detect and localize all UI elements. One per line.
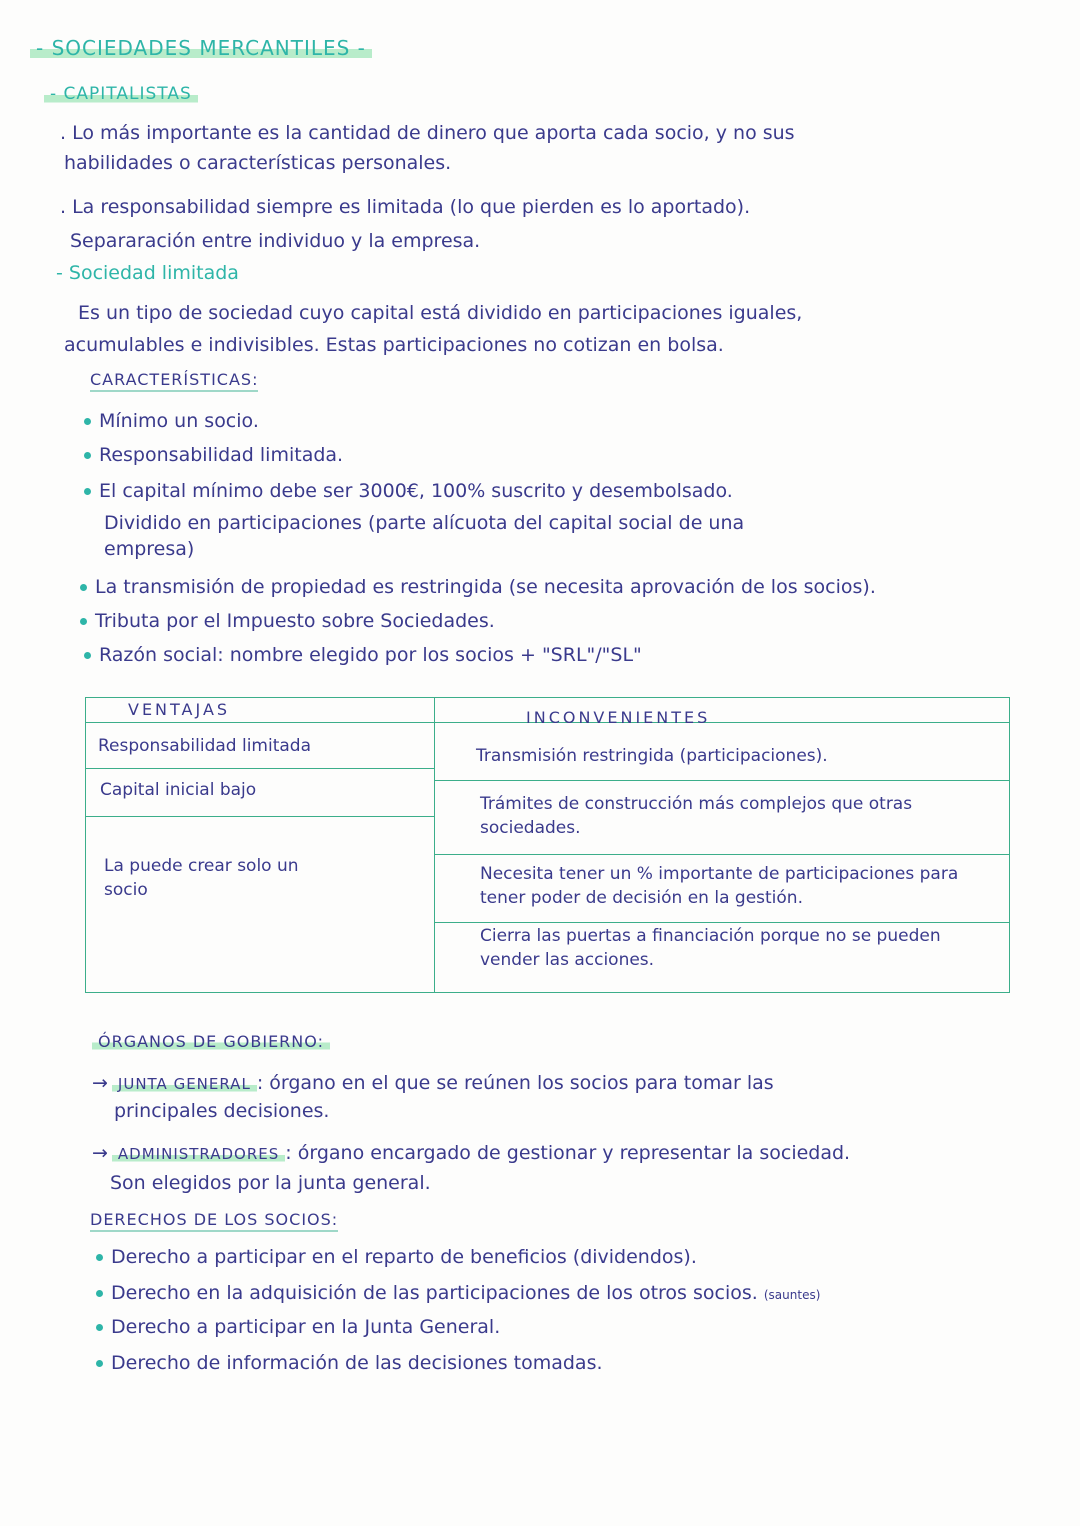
derecho-text: Derecho a participar en la Junta General. [111, 1316, 501, 1338]
capitalistas-heading [44, 84, 198, 104]
ventajas-inconvenientes-table [85, 697, 1010, 993]
arrow-icon: → [92, 1072, 108, 1094]
administradores-text-2: Son elegidos por la junta general. [110, 1172, 431, 1194]
caracteristica-text: La transmisión de propiedad es restringida (se necesita aprovación de los socios). [95, 576, 876, 598]
inconveniente-cell: Transmisión restringida (participaciones). [476, 746, 828, 766]
capitalistas-line-2: habilidades o características personales. [64, 152, 452, 174]
arrow-icon: → [92, 1142, 108, 1164]
bullet-icon [96, 1324, 103, 1331]
definition-line-2: acumulables e indivisibles. Estas participaciones no cotizan en bolsa. [64, 334, 724, 356]
table-divider [434, 698, 435, 992]
capital-extra-line-2: empresa) [104, 538, 195, 560]
page-title [30, 36, 372, 60]
junta-general-item [92, 1070, 774, 1097]
caracteristica-item [80, 574, 876, 600]
bullet-icon [96, 1360, 103, 1367]
page-title-text: - SOCIEDADES MERCANTILES - [30, 36, 372, 60]
capitalistas-line-1: . Lo más importante es la cantidad de dinero que aporta cada socio, y no sus [60, 122, 795, 144]
administradores-label: ADMINISTRADORES [112, 1145, 285, 1163]
derecho-text: Derecho a participar en el reparto de beneficios (dividendos). [111, 1246, 697, 1268]
bullet-icon [84, 488, 91, 495]
ventaja-cell: Responsabilidad limitada [98, 736, 311, 756]
inconveniente-cell: Trámites de construcción más complejos que otras sociedades. [480, 794, 913, 838]
capitalistas-heading-text: - CAPITALISTAS [44, 84, 198, 104]
bullet-icon [84, 652, 91, 659]
bullet-icon [84, 418, 91, 425]
inconveniente-cell: Cierra las puertas a financiación porque no se pueden vender las acciones. [480, 926, 941, 970]
junta-general-label: JUNTA GENERAL [112, 1075, 257, 1093]
derecho-item [96, 1350, 603, 1376]
administradores-text: : órgano encargado de gestionar y representar la sociedad. [285, 1142, 851, 1164]
organos-heading [92, 1032, 330, 1051]
caracteristica-text: Mínimo un socio. [99, 410, 259, 432]
derecho-item [96, 1280, 820, 1308]
capitalistas-line-4: Separaración entre individuo y la empresa. [70, 230, 481, 252]
table-row-line [434, 780, 1009, 781]
bullet-icon [96, 1290, 103, 1297]
caracteristica-item [80, 608, 495, 634]
bullet-icon [80, 618, 87, 625]
ventajas-header: VENTAJAS [128, 700, 231, 719]
administradores-item [92, 1140, 850, 1167]
derecho-note: (sauntes) [763, 1288, 821, 1302]
ventaja-cell: Capital inicial bajo [100, 780, 257, 800]
caracteristica-text: Tributa por el Impuesto sobre Sociedades. [95, 610, 495, 632]
derechos-heading-text: DERECHOS DE LOS SOCIOS: [90, 1210, 338, 1232]
derecho-text: Derecho de información de las decisiones tomadas. [111, 1352, 603, 1374]
table-row-line [86, 768, 434, 769]
junta-general-text-2: principales decisiones. [114, 1100, 330, 1122]
caracteristica-text: Responsabilidad limitada. [99, 444, 344, 466]
capital-extra-line-1: Dividido en participaciones (parte alícuota del capital social de una [104, 512, 745, 534]
caracteristica-item [84, 642, 642, 668]
derecho-item [96, 1314, 500, 1340]
caracteristicas-heading-text: CARACTERÍSTICAS: [90, 370, 258, 392]
derecho-text: Derecho en la adquisición de las participaciones de los otros socios. [111, 1282, 758, 1304]
inconveniente-cell: Necesita tener un % importante de participaciones para tener poder de decisión en la gestión. [480, 864, 959, 908]
bullet-icon [84, 452, 91, 459]
table-row-line [434, 854, 1009, 855]
derechos-heading [90, 1210, 338, 1229]
ventaja-cell: La puede crear solo un socio [104, 856, 299, 900]
bullet-icon [80, 584, 87, 591]
capitalistas-line-3: . La responsabilidad siempre es limitada (lo que pierden es lo aportado). [60, 196, 751, 218]
sociedad-limitada-heading: - Sociedad limitada [56, 262, 239, 284]
caracteristica-text: El capital mínimo debe ser 3000€, 100% suscrito y desembolsado. [99, 480, 733, 502]
caracteristica-text: Razón social: nombre elegido por los socios + "SRL"/"SL" [99, 644, 642, 666]
table-row-line [434, 922, 1009, 923]
definition-line-1: Es un tipo de sociedad cuyo capital está dividido en participaciones iguales, [78, 302, 803, 324]
inconvenientes-header: INCONVENIENTES [526, 708, 711, 727]
caracteristica-item [84, 408, 259, 434]
derecho-item [96, 1244, 697, 1270]
junta-general-text: : órgano en el que se reúnen los socios para tomar las [256, 1072, 774, 1094]
caracteristica-item [84, 478, 733, 504]
organos-heading-text: ÓRGANOS DE GOBIERNO: [92, 1032, 330, 1051]
bullet-icon [96, 1254, 103, 1261]
caracteristica-item [84, 442, 343, 468]
caracteristicas-heading [90, 370, 258, 389]
table-row-line [86, 816, 434, 817]
